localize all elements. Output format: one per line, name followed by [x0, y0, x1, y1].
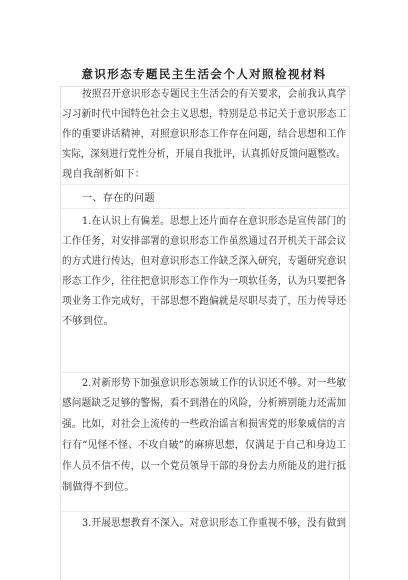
table-rule: [60, 184, 350, 185]
paragraph-line: 不够到位。: [62, 316, 114, 327]
paragraph-line: 行有“见怪不怪、不攻自破”的麻痹思想，仅满足于自己和身边工: [62, 440, 347, 451]
table-rule: [60, 372, 350, 373]
paragraph-line: 的方式进行传达，但对意识形态工作缺乏深入研究，专题研究意识: [62, 256, 347, 267]
table-rule: [60, 208, 350, 209]
paragraph-line: 按照召开意识形态专题民主生活会的有关要求，会前我认真学: [82, 89, 347, 100]
paragraph-line: 作人员不信不传，以一个党员领导干部的身份去力所能及的进行抵: [62, 461, 347, 472]
paragraph-line: 2.对新形势下加强意识形态领域工作的认识还不够。对一些敏: [82, 378, 347, 389]
paragraph-line: 制做得不到位。: [62, 482, 135, 493]
paragraph-line: 现自我剖析如下：: [62, 169, 146, 180]
document-title: 意识形态专题民主生活会个人对照检视材料: [81, 67, 327, 81]
paragraph-line: 感问题缺乏足够的警惕，看不到潜在的风险，分析辨别能力还需加: [62, 398, 347, 409]
paragraph-line: 形态工作少，往往把意识形态工作作为一项软任务，认为只要把各: [62, 276, 347, 287]
paragraph-line: 作的重要讲话精神，对照意识形态工作存在问题，结合思想和工作: [62, 129, 347, 140]
paragraph-line: 习习新时代中国特色社会主义思想，特别是总书记关于意识形态工: [62, 109, 347, 120]
paragraph-line: 工作任务，对安排部署的意识形态工作虽然通过召开机关干部会议: [62, 236, 347, 247]
paragraph-line: 3.开展思想教育不深入。对意识形态工作重视不够，没有做到: [82, 518, 347, 529]
table-rule: [60, 511, 350, 512]
paragraph-line: 强。比如，对社会上流传的一些政治谣言和损害党的形象威信的言: [62, 419, 347, 430]
paragraph-line: 实际，深刻进行党性分析，开展自我批评，认真抓好反馈问题整改。: [62, 149, 346, 160]
section-heading: 一、存在的问题: [82, 193, 155, 204]
paragraph-line: 1.在认识上有偏差。思想上还片面存在意识形态是宣传部门的: [82, 216, 347, 227]
paragraph-line: 项业务工作完成好，干部思想不跑偏就是尽职尽责了，压力传导还: [62, 296, 347, 307]
